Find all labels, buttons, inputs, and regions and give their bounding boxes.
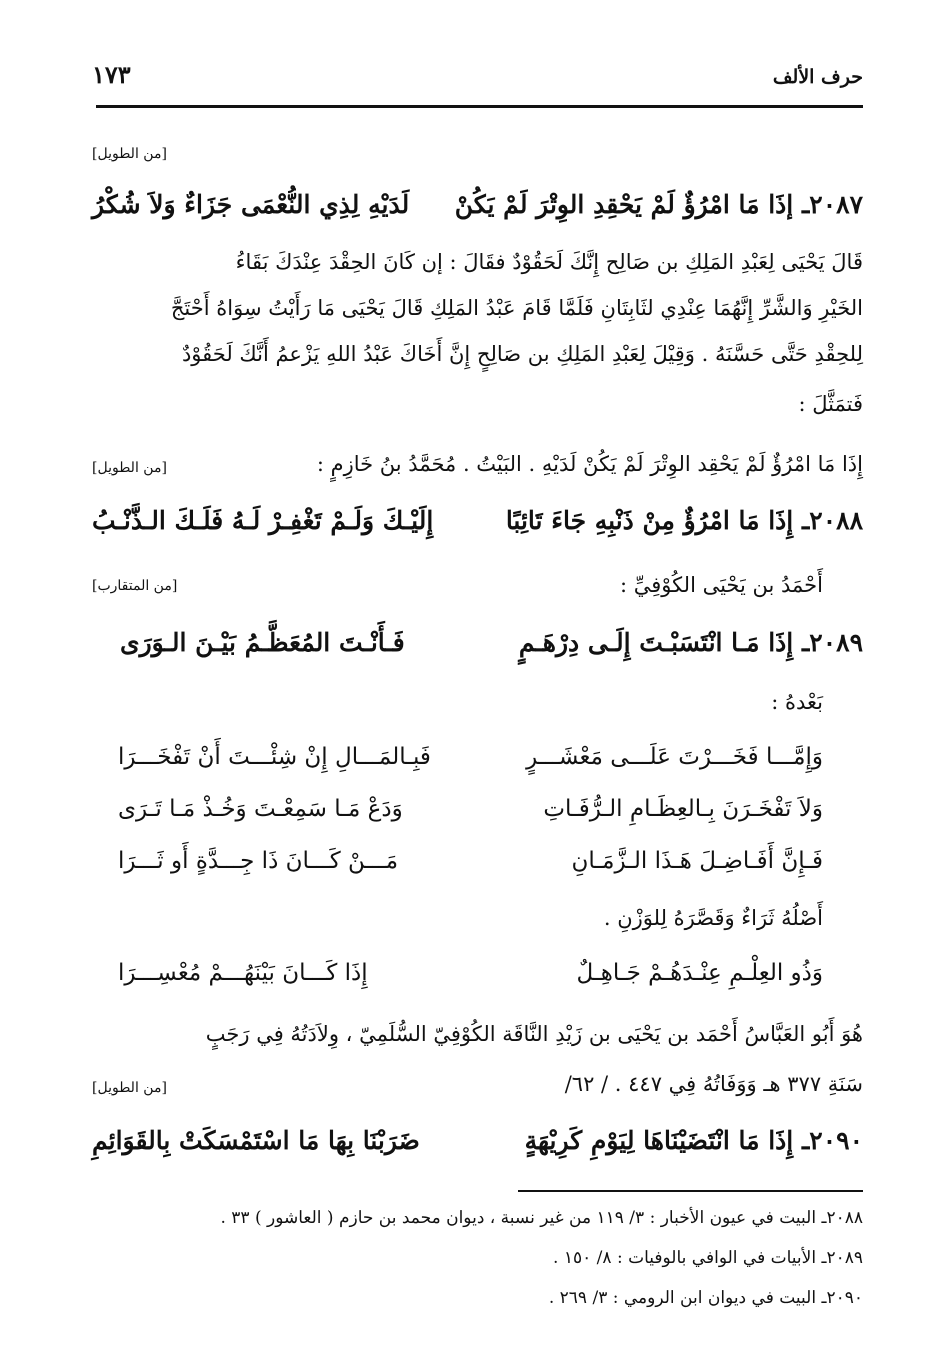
attribution-2089: أَحْمَدُ بن يَحْيَى الكُوْفِيِّ : xyxy=(619,573,823,597)
poem-line-second: وَدَعْ مَـا سَمِعْـتَ وَخُـذْ مَـا تَـرَى xyxy=(118,796,403,822)
footnote-2088: ٢٠٨٨ـ البيت في عيون الأخبار : ٣/ ١١٩ من غير نسبة ، ديوان محمد بن حازم ( العاشور ) ٣٣ . xyxy=(220,1208,863,1228)
header-rule xyxy=(96,105,863,108)
prose-line: إِذَا مَا امْرُؤٌ لَمْ يَحْقِد الوِتْرَ لَمْ يَكُنْ لَدَيْهِ . البَيْتُ . مُحَمَّدُ بنُ خَازِمٍ : xyxy=(316,452,863,476)
poem-line-second: فَبِـالمَـــالِ إِنْ شِئْـــتَ أَنْ تَفْخَـــرَا xyxy=(118,744,431,770)
verse-2088-first: ٢٠٨٨ـ إِذَا مَا امْرُؤٌ مِنْ ذَنْبِهِ جَاءَ تَائِبًا xyxy=(505,506,863,535)
editor-note: أَصْلُهُ ثَرَاءٌ وَقَصَّرَهُ لِلوَزْنِ . xyxy=(603,906,823,930)
prose-line: الخَيْرِ وَالشَّرِّ إِنَّهُمَا عِنْدِي لثَابِتَانِ فَلَمَّا قَامَ عَبْدُ المَلِكِ قَالَ يَحْيَى مَا رَأَيْتُ سِوَاهُ أَحْتَجَّ xyxy=(170,296,863,320)
meter-label-2088: [من الطويل] xyxy=(92,460,167,476)
poem-line-first: فَـإِنَّ أَفَـاضِـلَ هَـذَا الـزَّمَـانِ xyxy=(571,848,823,874)
poem-line-second: إِذَا كَـــانَ بَيْنَهُـــمْ مُعْسِـــرَا xyxy=(118,960,368,986)
verse-2089-first: ٢٠٨٩ـ إِذَا مَـا انْتَسَبْـتَ إِلَـى دِرْهَـمٍ xyxy=(518,628,863,657)
verse-2090-second: ضَرَبْنَا بِهَا مَا اسْتَمْسَكَتْ بِالقَوَائِمِ xyxy=(92,1126,420,1155)
meter-label-2090: [من الطويل] xyxy=(92,1080,167,1096)
meter-label-2089: [من المتقارب] xyxy=(92,578,178,594)
page-number: ١٧٣ xyxy=(92,60,131,89)
section-title: حرف الألف xyxy=(772,66,863,88)
verse-2087-first: ٢٠٨٧ـ إذَا مَا امْرُؤٌ لَمْ يَحْقِدِ الوِتْرَ لَمْ يَكُنْ xyxy=(454,190,863,219)
meter-label-2087: [من الطويل] xyxy=(92,146,167,162)
footnote-2089: ٢٠٨٩ـ الأبيات في الوافي بالوفيات : ٨/ ١٥٠ . xyxy=(553,1248,863,1268)
footnote-rule xyxy=(518,1190,863,1192)
poem-line-first: وَإِمَّـــا فَخَـــرْتَ عَلَـــى مَعْشَـــرٍ xyxy=(526,744,823,770)
after-label: بَعْدهُ : xyxy=(771,690,823,714)
verse-2089-second: فَـأَنْـتَ المُعَظَّـمُ بَيْـنَ الـوَرَى xyxy=(120,628,405,657)
poem-line-second: مَـــنْ كَـــانَ ذَا جِـــدَّةٍ أَو ثَـــرَا xyxy=(118,848,399,874)
prose-line: لِلحِقْدِ حَتَّى حَسَّنَهُ . وَقِيْلَ لِعَبْدِ المَلِكِ بن صَالِحٍ إِنَّ أَخَاكَ عَبْدُ اللهِ يَزْعمُ أَنَّكَ لَحَقُوْدٌ xyxy=(181,342,863,366)
prose-line: فَتمَثَّلَ : xyxy=(798,392,863,416)
poem-line-first: وَلاَ تَفْخَـرَنَ بِـالعِظَـامِ الـرُّفَـاتِ xyxy=(543,796,823,822)
poem-line-first: وَذُو العِلْـمِ عِنْـدَهُـمْ جَـاهِـلٌ xyxy=(576,960,823,986)
bio-line: سَنَةِ ٣٧٧ هـ وَوَفَاتُهُ فِي ٤٤٧ . / ٦٢/ xyxy=(564,1072,863,1096)
verse-2087-second: لَدَيْهِ لِذِي النُّعْمَى جَزَاءٌ وَلاَ شُكْرُ xyxy=(92,190,410,219)
footnote-2090: ٢٠٩٠ـ البيت في ديوان ابن الرومي : ٣/ ٢٦٩ . xyxy=(548,1288,863,1308)
verse-2088-second: إِلَيْـكَ وَلَـمْ تَغْفِـرْ لَـهُ فَلَـكَ الـذَّنْـبُ xyxy=(92,506,434,535)
prose-line: قَالَ يَحْيَى لِعَبْدِ المَلِكِ بن صَالِح إِنَّكَ لَحَقُوْدٌ فقَالَ : إن كَانَ الحِقْدَ عِنْدَكَ بَقَاءُ xyxy=(235,250,863,274)
verse-2090-first: ٢٠٩٠ـ إِذَا مَا انْتَضَيْنَاهَا لِيَوْمِ كَرِيْهَةٍ xyxy=(524,1126,863,1155)
bio-line: هُوَ أَبُو العَبَّاسُ أَحْمَد بن يَحْيَى بن زَيْدِ النَّاقَة الكُوْفِيّ السُّلَمِيّ ، وِلاَدَتُهُ فِي رَجَبٍ xyxy=(205,1022,863,1046)
